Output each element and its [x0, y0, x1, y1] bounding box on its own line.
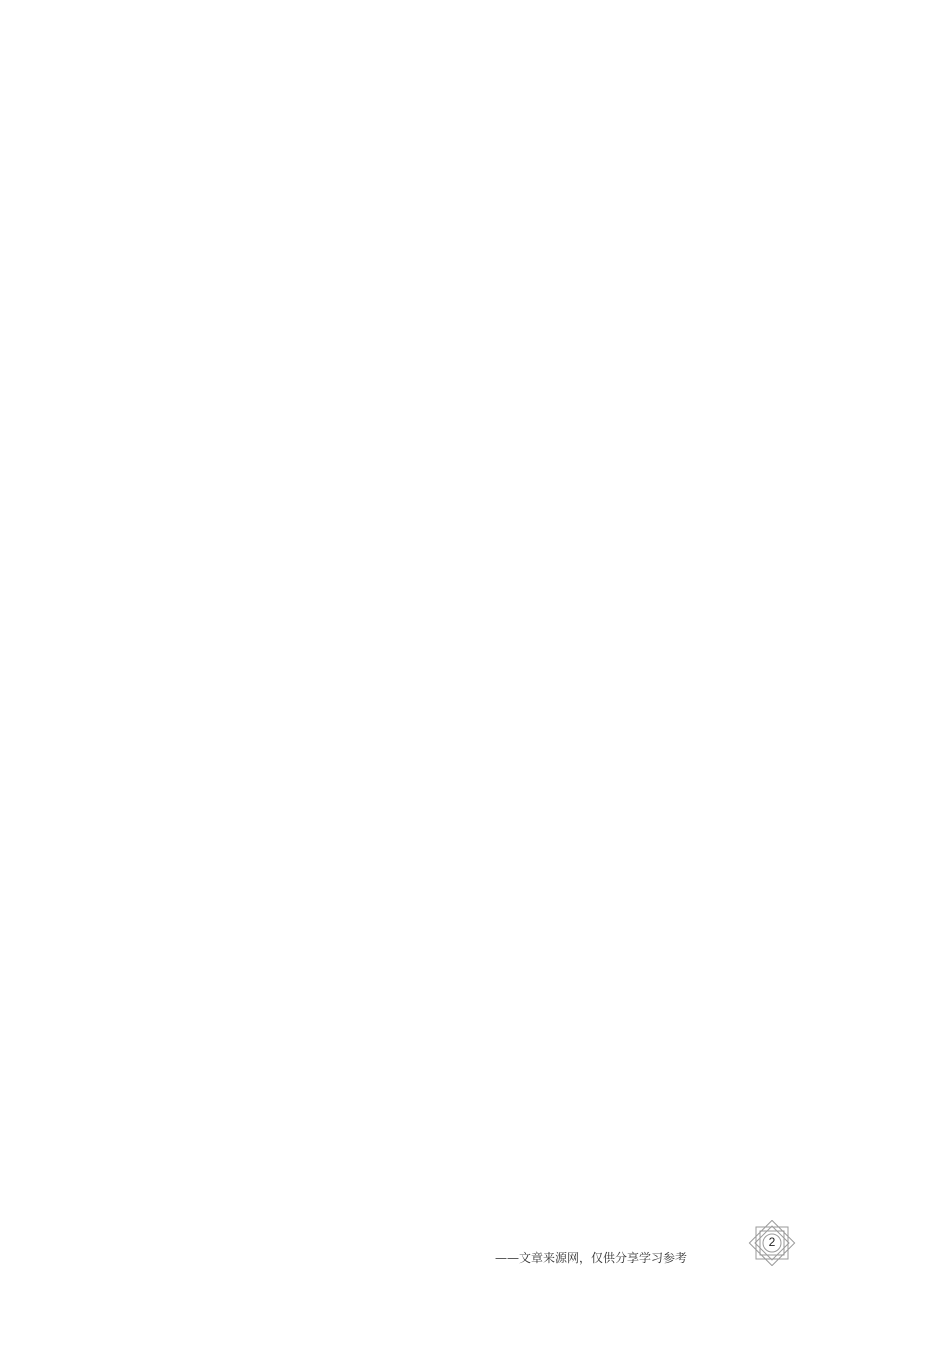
page-number: 2 [768, 1235, 776, 1249]
page-number-badge [748, 1220, 796, 1266]
source-note: ——文章来源网，仅供分享学习参考 [495, 1251, 688, 1265]
